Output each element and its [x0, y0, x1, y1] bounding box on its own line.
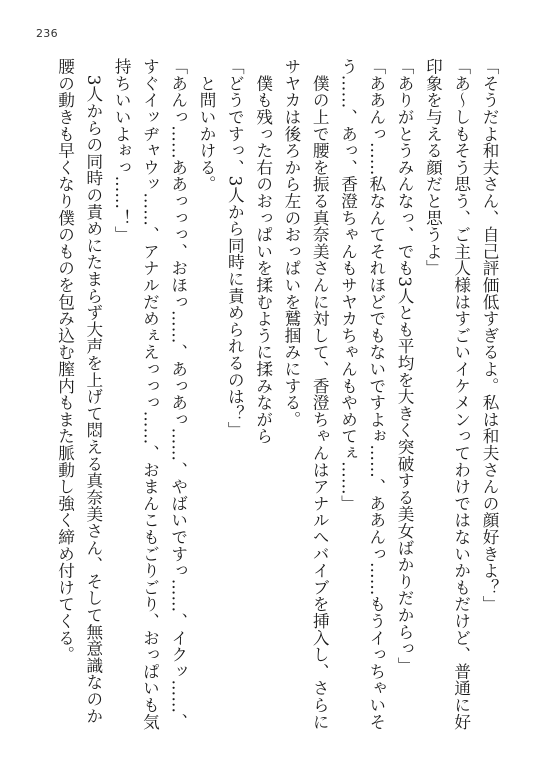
- text-line: 「どうですっ、3人から同時に責められるのは？」: [225, 58, 245, 439]
- text-line: 「ああんっ……私なんてそれほどでもないですよぉ……、ああんっ……もうイっちゃいそ: [366, 58, 386, 730]
- text-line: 腰の動きも早くなり僕のものを包み込む膣内もまた脈動し強く締め付けてくる。: [55, 58, 75, 663]
- text-line: 持ちいいよぉっ……！」: [112, 58, 132, 243]
- text-line: う……、あっ、香澄ちゃんもサヤカちゃんもやめてぇ……」: [338, 58, 358, 512]
- page-number: 236: [36, 27, 58, 40]
- text-line: 「そうだよ和夫さん、自己評価低すぎるよ。私は和夫さんの顔好きよ？」: [480, 58, 499, 613]
- text-line: 「あんっ……ああっっっ、おほっ……、あっあっ……、やばいですっ……、イクッ……、: [168, 58, 188, 730]
- text-line: 僕も残った右のおっぱいを揉むように揉みながら: [253, 58, 273, 445]
- text-line: 「ありがとうみんなっ、でも3人とも平均を大きく突破する美女ばかりだからっ」: [395, 58, 415, 674]
- text-line: 3人からの同時の責めにたまらず大声を上げて悶える真奈美さん、そして無意識なのか: [83, 58, 103, 724]
- text-line: 印象を与える顔だと思うよ」: [423, 58, 443, 277]
- text-line: 「あ～しもそう思う、ご主人様はすごいイケメンってわけではないかもだけど、普通に好: [451, 58, 471, 730]
- text-line: すぐイッヂャウッ……、アナルだめぇえっっっ……、おまんこもごりごり、おっぱいも気: [140, 58, 160, 730]
- text-line: 僕の上で腰を振る真奈美さんに対して、香澄ちゃんはアナルへバイブを挿入し、さらに: [310, 58, 330, 730]
- body-text: [37, 58, 503, 730]
- text-line: サヤカは後ろから左のおっぱいを鷲掴みにする。: [281, 58, 301, 428]
- text-line: と問いかける。: [197, 58, 217, 193]
